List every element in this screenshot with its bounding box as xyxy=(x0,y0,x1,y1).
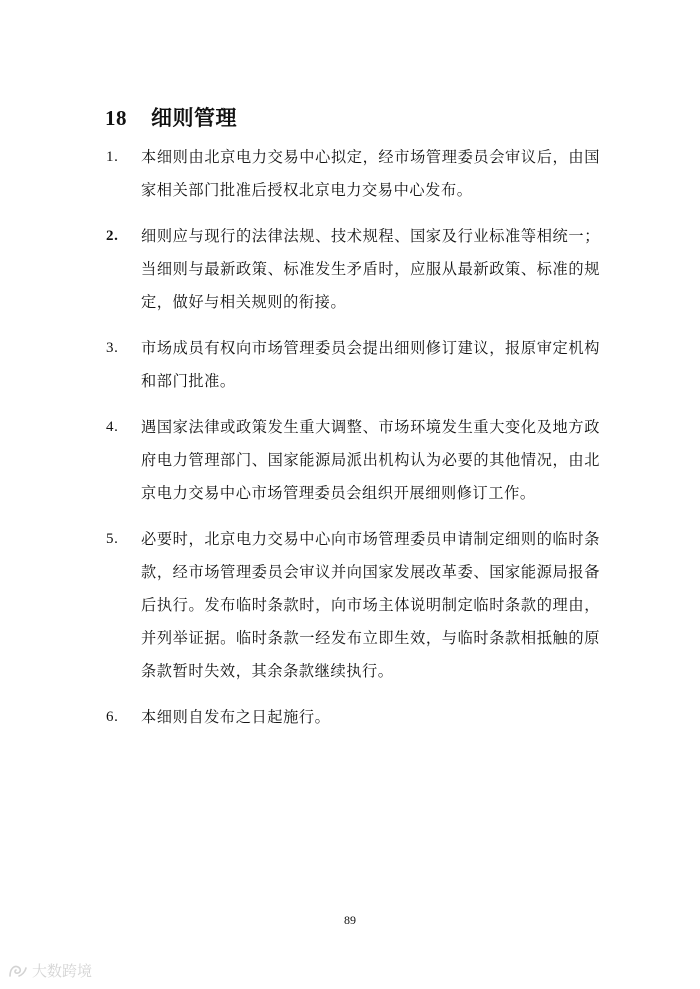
section-number: 18 xyxy=(105,106,127,130)
watermark xyxy=(8,960,92,981)
clause-text: 本细则由北京电力交易中心拟定，经市场管理委员会审议后，由国家相关部门批准后授权北京电力交易中心发布。 xyxy=(141,148,600,199)
section-heading xyxy=(105,102,237,132)
clause-marker: 2. xyxy=(106,228,119,244)
clause-marker: 3. xyxy=(106,340,119,356)
clause-text: 市场成员有权向市场管理委员会提出细则修订建议，报原审定机构和部门批准。 xyxy=(141,339,600,390)
clause-list xyxy=(106,141,600,747)
page-number: 89 xyxy=(344,913,356,927)
clause-text: 细则应与现行的法律法规、技术规程、国家及行业标准等相统一；当细则与最新政策、标准发生矛盾时，应服从最新政策、标准的规定，做好与相关规则的衔接。 xyxy=(141,227,600,311)
clause-marker: 4. xyxy=(106,419,119,435)
section-title: 细则管理 xyxy=(151,106,237,130)
clause-marker: 6. xyxy=(106,709,119,725)
clause-text: 必要时，北京电力交易中心向市场管理委员申请制定细则的临时条款，经市场管理委员会审议并向国家发展改革委、国家能源局报备后执行。发布临时条款时，向市场主体说明制定临时条款的理由，并列举证据。临时条款一经发布立即生效，与临时条款相抵触的原条款暂时失效，其余条款继续执行。 xyxy=(141,530,600,680)
watermark-text: 大数跨境 xyxy=(32,962,93,980)
brand-logo-icon xyxy=(8,963,28,979)
clause-marker: 1. xyxy=(106,149,119,165)
clause-text: 遇国家法律或政策发生重大调整、市场环境发生重大变化及地方政府电力管理部门、国家能源局派出机构认为必要的其他情况，由北京电力交易中心市场管理委员会组织开展细则修订工作。 xyxy=(141,418,600,502)
clause-item-5 xyxy=(106,523,600,688)
clause-item-1 xyxy=(106,141,600,207)
clause-item-2 xyxy=(106,220,600,319)
clause-marker: 5. xyxy=(106,531,119,547)
clause-text: 本细则自发布之日起施行。 xyxy=(141,708,331,726)
clause-item-4 xyxy=(106,411,600,510)
clause-item-6 xyxy=(106,701,600,734)
clause-item-3 xyxy=(106,332,600,398)
